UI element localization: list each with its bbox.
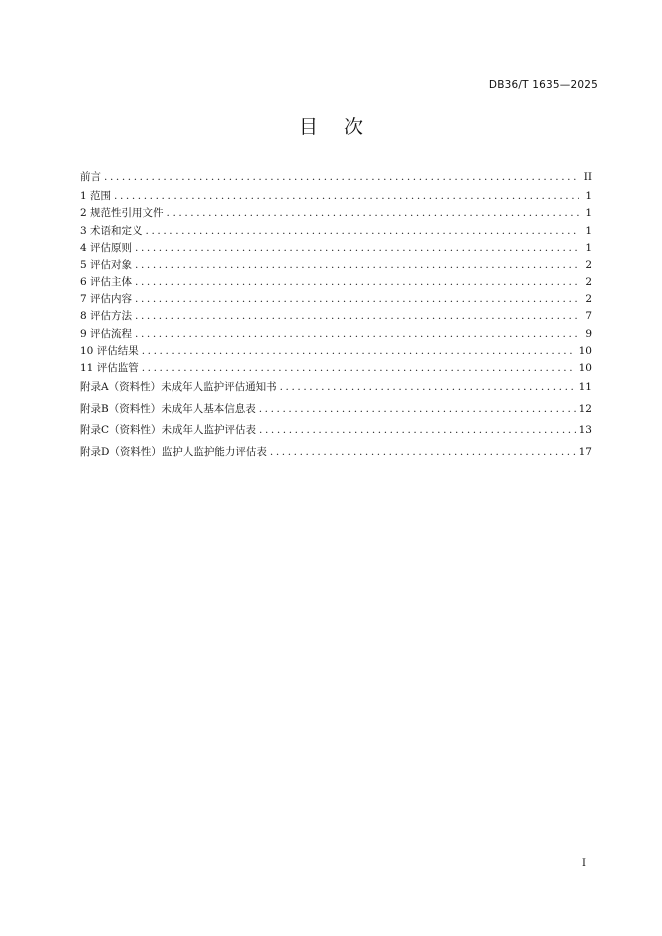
toc-entry-page: 1 [585,224,592,237]
toc-leader-dots [167,205,579,222]
document-code: DB36/T 1635—2025 [488,79,598,91]
toc-entry-label: 10 评估结果 [80,344,139,357]
toc-entry-label: 4 评估原则 [80,241,133,254]
toc-leader-dots [135,291,579,308]
toc-entry-label: 3 术语和定义 [80,224,143,237]
toc-entry-page: 11 [578,381,592,394]
toc-entry-label: 前言 [80,170,101,183]
toc-entry-page: 2 [585,276,592,289]
toc-leader-dots [142,343,576,360]
toc-entry-label: 9 评估流程 [80,327,133,340]
toc-leader-dots [142,360,576,377]
toc-entry-appendix-b[interactable] [80,399,592,421]
toc-entry-page: 2 [585,293,592,306]
table-of-contents [80,167,592,463]
toc-entry-8[interactable] [80,309,592,326]
toc-entry-label: 附录D（资料性）监护人监护能力评估表 [80,445,267,458]
toc-entry-label: 11 评估监管 [80,362,139,375]
toc-leader-dots [135,240,579,257]
toc-entry-label: 8 评估方法 [80,310,133,323]
toc-leader-dots [104,169,579,186]
toc-entry-page: 2 [585,258,592,271]
toc-entry-page: 12 [578,402,592,415]
toc-entry-preface[interactable] [80,169,592,186]
page-title: 目次 [298,116,389,138]
toc-leader-dots [146,223,579,240]
toc-entry-appendix-d[interactable] [80,442,592,464]
toc-leader-dots [135,308,579,325]
toc-entry-page: 1 [585,207,592,220]
toc-leader-dots [135,274,579,291]
toc-entry-appendix-c[interactable] [80,420,592,442]
toc-entry-7[interactable] [80,291,592,308]
toc-leader-dots [270,442,576,464]
toc-entry-page: 1 [585,241,592,254]
toc-leader-dots [114,188,579,205]
toc-leader-dots [135,257,579,274]
toc-entry-page: 7 [585,310,592,323]
toc-entry-page: 10 [578,344,592,357]
toc-leader-dots [135,326,579,343]
toc-entry-page: 10 [578,362,592,375]
toc-leader-dots [259,399,576,421]
toc-entry-page: 13 [578,424,592,437]
toc-entry-page: II [583,170,592,183]
toc-entry-label: 6 评估主体 [80,276,133,289]
toc-entry-label: 附录A（资料性）未成年人监护评估通知书 [80,381,277,394]
toc-entry-3[interactable] [80,223,592,240]
toc-leader-dots [259,420,576,442]
toc-entry-label: 附录C（资料性）未成年人监护评估表 [80,424,257,437]
page-number: I [582,858,586,869]
toc-entry-11[interactable] [80,360,592,377]
toc-entry-label: 1 范围 [80,190,112,203]
toc-leader-dots [280,377,576,399]
toc-entry-label: 附录B（资料性）未成年人基本信息表 [80,402,256,415]
toc-entry-page: 17 [578,445,592,458]
toc-entry-label: 7 评估内容 [80,293,133,306]
toc-entry-page: 1 [585,190,592,203]
toc-entry-4[interactable] [80,240,592,257]
toc-entry-label: 2 规范性引用文件 [80,207,164,220]
toc-entry-6[interactable] [80,274,592,291]
toc-entry-page: 9 [585,327,592,340]
toc-entry-appendix-a[interactable] [80,377,592,399]
toc-entry-5[interactable] [80,257,592,274]
toc-entry-label: 5 评估对象 [80,258,133,271]
toc-entry-10[interactable] [80,343,592,360]
toc-entry-1[interactable] [80,188,592,205]
toc-entry-2[interactable] [80,205,592,222]
toc-entry-9[interactable] [80,326,592,343]
